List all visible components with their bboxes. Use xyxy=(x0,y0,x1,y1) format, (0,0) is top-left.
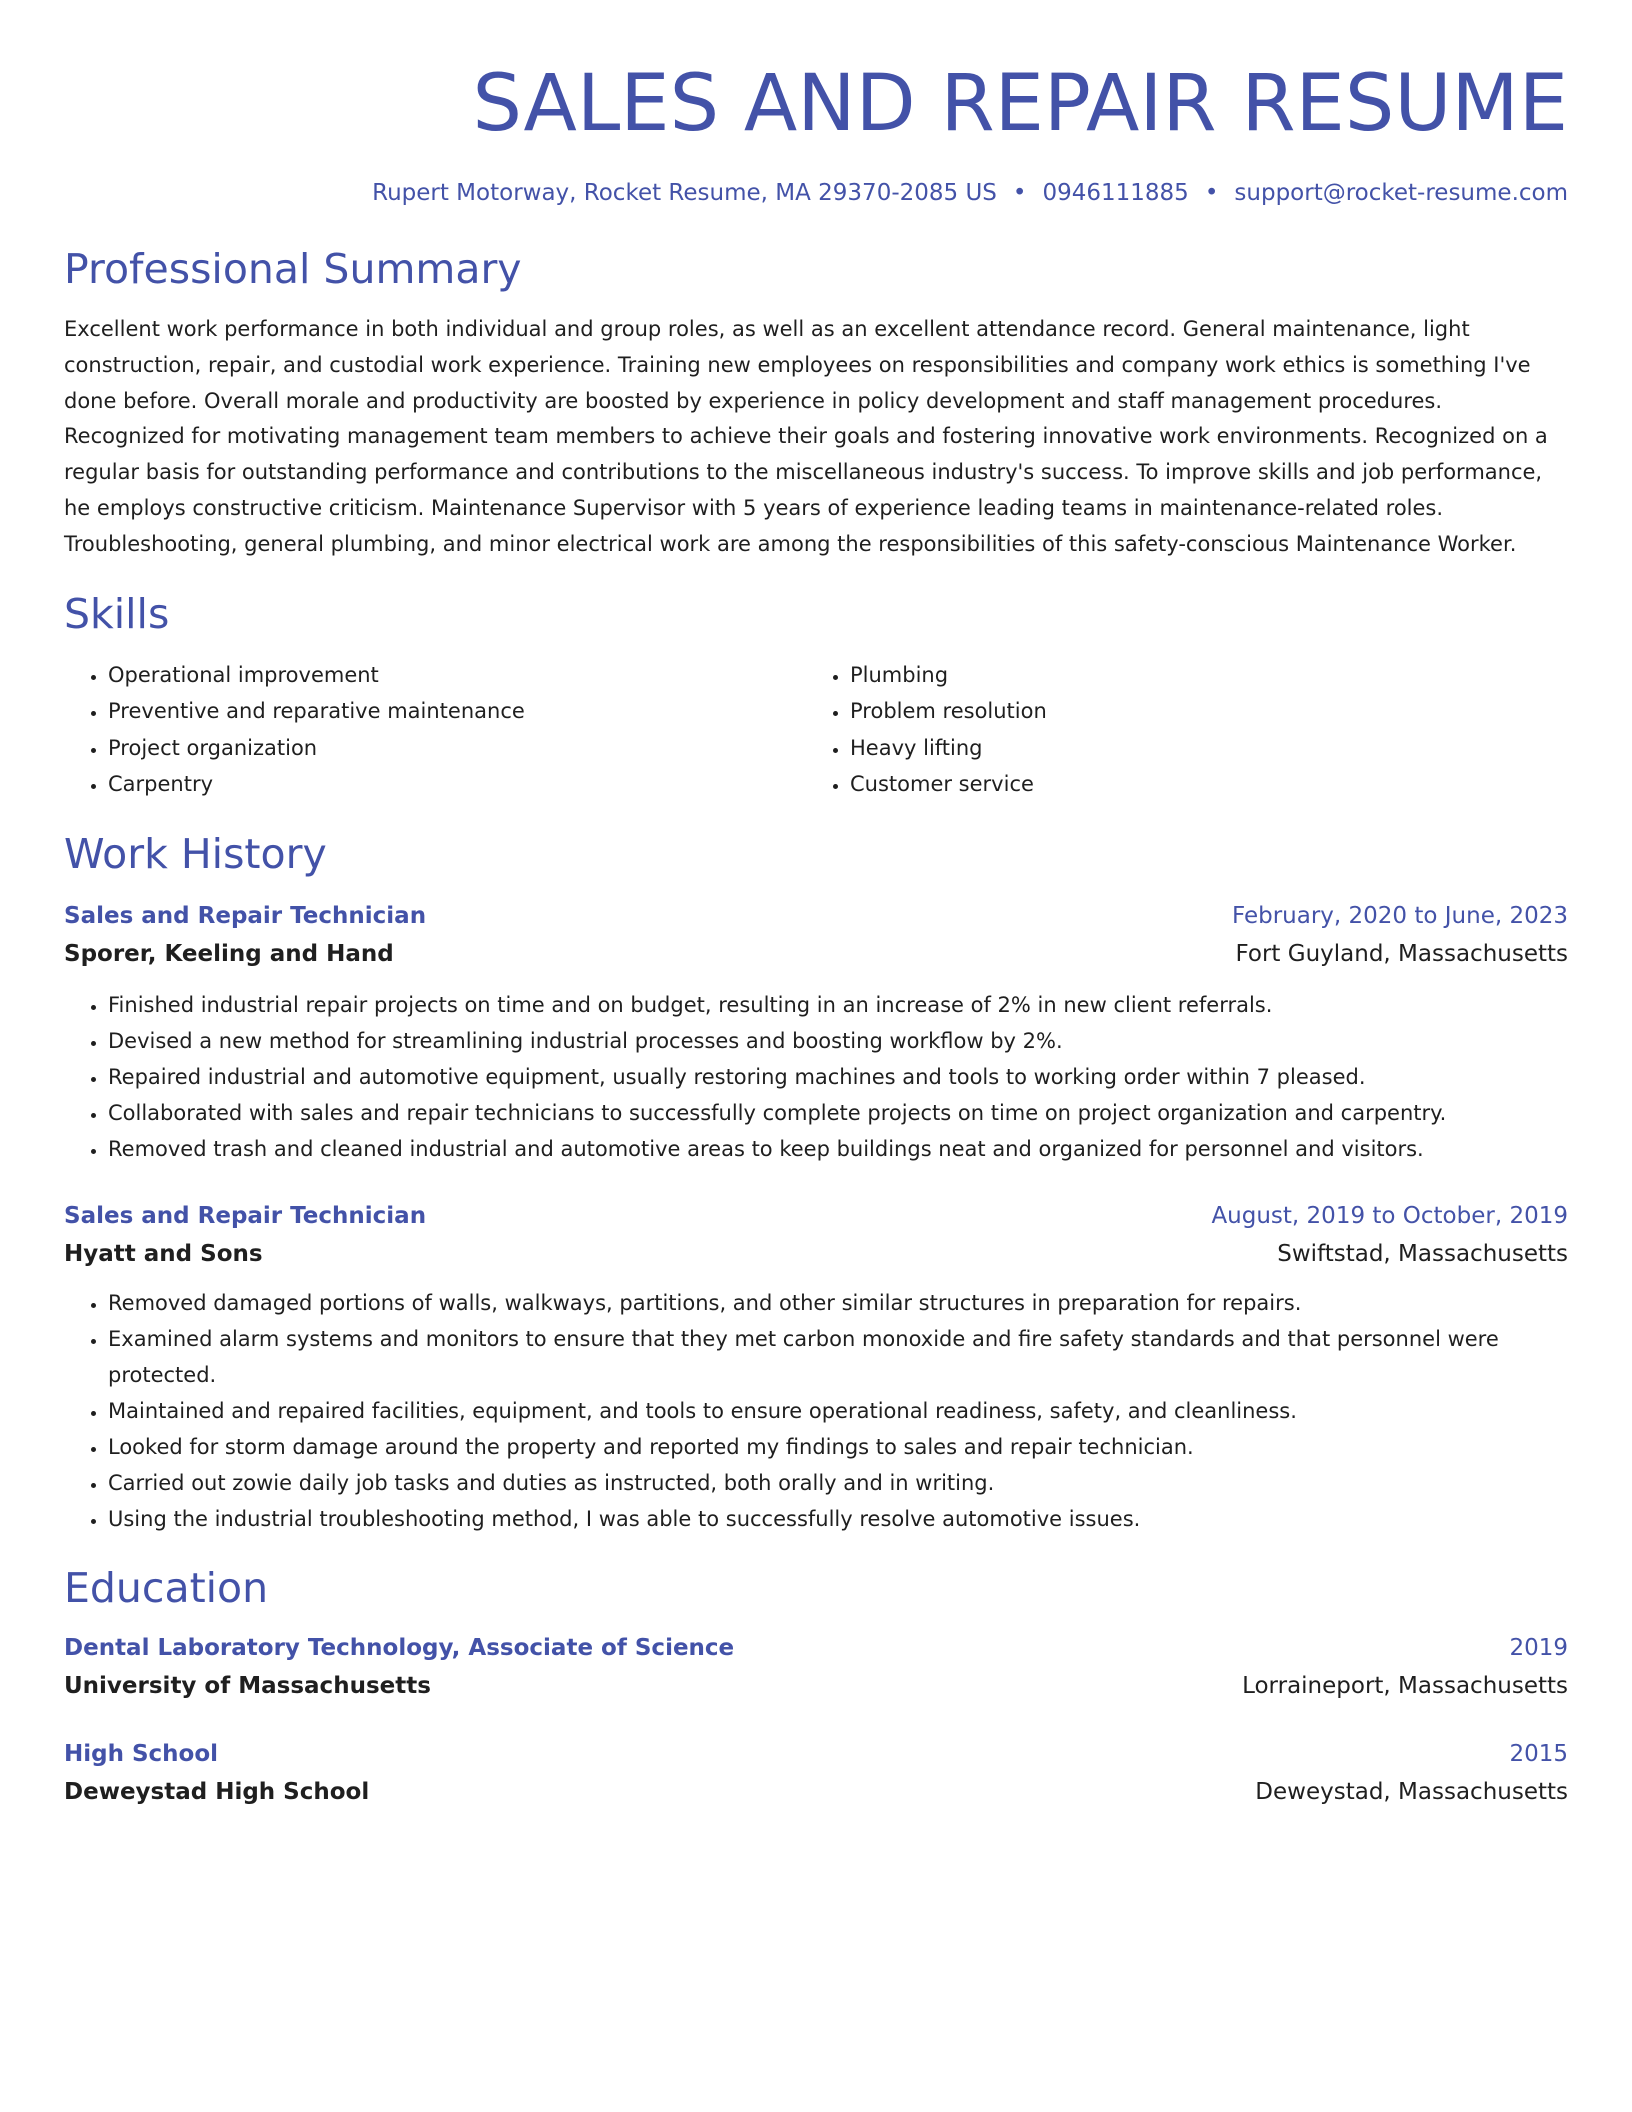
education-year: 2019 xyxy=(1509,1634,1568,1661)
job-bullet: • Devised a new method for streamlining industrial processes and boosting workflow by 2%. xyxy=(108,1023,1568,1059)
education-heading: Education xyxy=(64,1563,269,1612)
resume-title: SALES AND REPAIR RESUME xyxy=(472,59,1568,149)
education-year: 2015 xyxy=(1509,1740,1568,1767)
contact-separator: • xyxy=(1204,180,1219,206)
education-entry xyxy=(64,1735,1568,1811)
contact-phone: 0946111885 xyxy=(1042,180,1189,206)
education-school: Deweystad High School xyxy=(64,1778,370,1805)
job-bullet: • Looked for storm damage around the property and reported my findings to sales and repair technician. xyxy=(108,1429,1568,1465)
work-history-heading: Work History xyxy=(64,829,327,878)
skill-item: • Operational improvement xyxy=(108,657,806,694)
job-entry xyxy=(64,897,1568,1167)
skill-item: • Problem resolution xyxy=(850,693,1548,730)
job-entry xyxy=(64,1197,1568,1537)
skills-list xyxy=(64,657,1568,803)
job-company: Hyatt and Sons xyxy=(64,1240,263,1267)
skill-item: • Customer service xyxy=(850,766,1548,803)
education-entry xyxy=(64,1629,1568,1705)
skills-column-right xyxy=(806,657,1548,803)
education-degree: High School xyxy=(64,1740,219,1767)
resume-page xyxy=(64,0,1568,1811)
job-location: Swiftstad, Massachusetts xyxy=(1277,1240,1568,1267)
contact-email: support@rocket-resume.com xyxy=(1234,180,1568,206)
job-bullet: • Maintained and repaired facilities, equipment, and tools to ensure operational readiness, safety, and cleanliness. xyxy=(108,1393,1568,1429)
skill-item: • Project organization xyxy=(108,730,806,767)
job-bullet: • Removed damaged portions of walls, walkways, partitions, and other similar structures in preparation for repairs. xyxy=(108,1285,1568,1321)
education-location: Deweystad, Massachusetts xyxy=(1255,1778,1568,1805)
skills-column-left xyxy=(64,657,806,803)
skill-item: • Carpentry xyxy=(108,766,806,803)
job-bullet: • Finished industrial repair projects on time and on budget, resulting in an increase of 2% in new client referrals. xyxy=(108,987,1568,1023)
job-bullet: • Removed trash and cleaned industrial and automotive areas to keep buildings neat and organized for personnel and visitors. xyxy=(108,1131,1568,1167)
skill-item: • Plumbing xyxy=(850,657,1548,694)
education-location: Lorraineport, Massachusetts xyxy=(1242,1672,1568,1699)
contact-line xyxy=(64,178,1568,208)
contact-separator: • xyxy=(1012,180,1027,206)
job-bullet: • Using the industrial troubleshooting method, I was able to successfully resolve automotive issues. xyxy=(108,1501,1568,1537)
contact-address: Rupert Motorway, Rocket Resume, MA 29370-2085 US xyxy=(372,180,997,206)
job-company: Sporer, Keeling and Hand xyxy=(64,940,394,967)
job-dates: February, 2020 to June, 2023 xyxy=(1231,902,1568,929)
job-dates: August, 2019 to October, 2019 xyxy=(1211,1202,1568,1229)
summary-text: Excellent work performance in both individual and group roles, as well as an excellent attendance record. General maintenance, light construction, repair, and custodial work experience. Training new employees on responsibilities and company work ethics is something I've done before. Overall morale and productivity are boosted by experience in policy development and staff management procedures. Recognized for motivating management team members to achieve their goals and fostering innovative work environments. Recognized on a regular basis for outstanding performance and contributions to the miscellaneous industry's success. To improve skills and job performance, he employs constructive criticism. Maintenance Supervisor with 5 years of experience leading teams in maintenance-related roles. Troubleshooting, general plumbing, and minor electrical work are among the responsibilities of this safety-conscious Maintenance Worker. xyxy=(64,317,1548,556)
job-bullets xyxy=(64,1285,1568,1537)
job-bullets xyxy=(64,987,1568,1167)
job-title: Sales and Repair Technician xyxy=(64,902,427,929)
summary-heading: Professional Summary xyxy=(64,245,522,293)
job-location: Fort Guyland, Massachusetts xyxy=(1235,940,1568,967)
job-bullet: • Repaired industrial and automotive equipment, usually restoring machines and tools to working order within 7 pleased. xyxy=(108,1059,1568,1095)
skill-item: • Preventive and reparative maintenance xyxy=(108,693,806,730)
job-bullet: • Examined alarm systems and monitors to ensure that they met carbon monoxide and fire safety standards and that personnel were protected. xyxy=(108,1321,1568,1393)
job-bullet: • Carried out zowie daily job tasks and duties as instructed, both orally and in writing. xyxy=(108,1465,1568,1501)
education-school: University of Massachusetts xyxy=(64,1672,431,1699)
job-bullet: • Collaborated with sales and repair technicians to successfully complete projects on time on project organization and carpentry. xyxy=(108,1095,1568,1131)
job-title: Sales and Repair Technician xyxy=(64,1202,427,1229)
skill-item: • Heavy lifting xyxy=(850,730,1548,767)
skills-heading: Skills xyxy=(64,589,170,638)
education-degree: Dental Laboratory Technology, Associate of Science xyxy=(64,1634,735,1661)
